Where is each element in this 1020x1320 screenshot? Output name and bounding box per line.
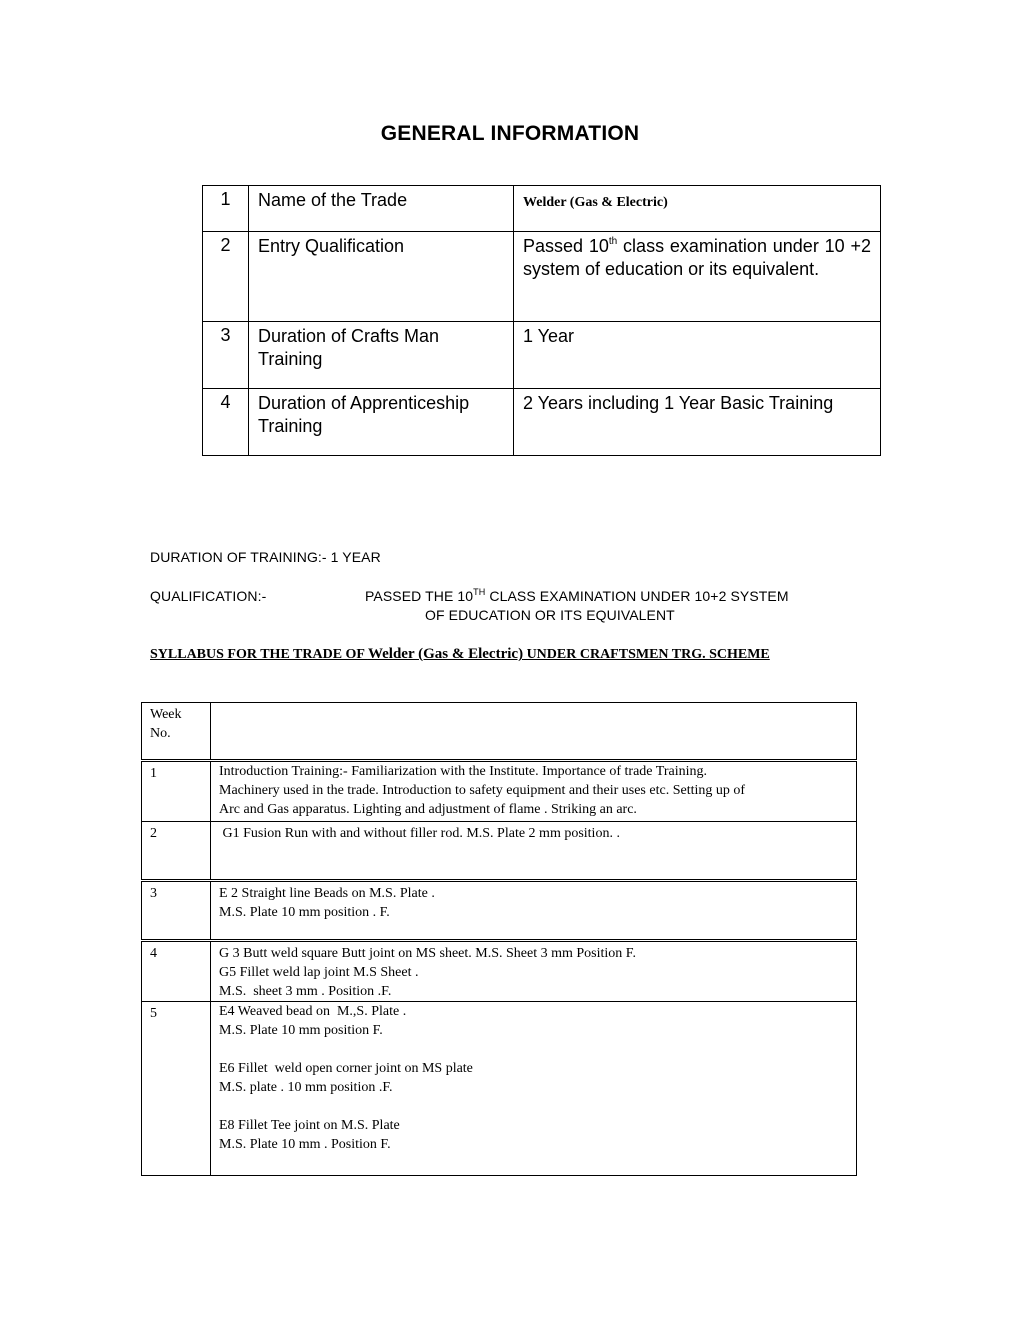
content-line: Introduction Training:- Familiarization with the Institute. Importance of trade Training. — [219, 764, 707, 779]
week-number: 1 — [142, 761, 211, 822]
week-number: 2 — [142, 822, 211, 881]
syllabus-table — [141, 702, 857, 1176]
row-number: 3 — [203, 322, 249, 389]
row-number: 2 — [203, 232, 249, 322]
row-value — [514, 232, 881, 322]
content-line: E8 Fillet Tee joint on M.S. Plate — [219, 1118, 400, 1133]
week-header-line2: No. — [150, 726, 171, 741]
week-content — [211, 822, 857, 881]
week-header — [142, 703, 211, 761]
week-content — [211, 761, 857, 822]
content-line: G 3 Butt weld square Butt joint on MS sheet. M.S. Sheet 3 mm Position F. — [219, 946, 636, 961]
table-row — [203, 186, 881, 232]
qualification-text-pre: PASSED THE 10 — [365, 588, 474, 604]
content-line: M.S. plate . 10 mm position .F. — [219, 1080, 393, 1095]
table-row — [142, 941, 857, 1002]
content-line: E 2 Straight line Beads on M.S. Plate . — [219, 886, 435, 901]
qualification-sup: th — [608, 236, 618, 247]
content-line: G1 Fusion Run with and without filler rod. M.S. Plate 2 mm position. . — [219, 826, 620, 841]
week-number: 4 — [142, 941, 211, 1002]
row-label: Entry Qualification — [249, 232, 514, 322]
table-row — [142, 761, 857, 822]
syllabus-heading-post: UNDER CRAFTSMEN TRG. SCHEME — [523, 647, 770, 662]
week-number: 3 — [142, 881, 211, 941]
row-label: Duration of Crafts Man Training — [249, 322, 514, 389]
page-title: GENERAL INFORMATION — [380, 122, 640, 145]
qualification-text-sup: TH — [473, 587, 486, 597]
syllabus-heading-pre: SYLLABUS FOR THE TRADE OF — [150, 647, 368, 662]
row-label: Duration of Apprenticeship Training — [249, 389, 514, 456]
table-row — [142, 822, 857, 881]
content-line: Machinery used in the trade. Introduction to safety equipment and their uses etc. Setting up of — [219, 783, 746, 798]
qualification-label: QUALIFICATION:- — [150, 588, 267, 604]
week-number: 5 — [142, 1002, 211, 1176]
duration-of-training: DURATION OF TRAINING:- 1 YEAR — [150, 549, 381, 565]
week-content — [211, 881, 857, 941]
row-number: 1 — [203, 186, 249, 232]
syllabus-heading-trade: Welder (Gas & Electric) — [367, 646, 524, 662]
content-line: M.S. Plate 10 mm position F. — [219, 1023, 383, 1038]
line-gap — [219, 1097, 848, 1116]
qualification-text-post: CLASS EXAMINATION UNDER 10+2 SYSTEM — [485, 588, 789, 604]
line-gap — [219, 1040, 848, 1059]
content-line: E6 Fillet weld open corner joint on MS plate — [219, 1061, 473, 1076]
week-content — [211, 1002, 857, 1176]
content-line: M.S. Plate 10 mm . Position F. — [219, 1137, 391, 1152]
row-label: Name of the Trade — [249, 186, 514, 232]
qualification-post: class examination under 10 +2 system of education or its equivalent. — [523, 236, 872, 279]
qualification-text-line2: OF EDUCATION OR ITS EQUIVALENT — [425, 607, 675, 623]
qualification-text — [365, 588, 789, 604]
row-number: 4 — [203, 389, 249, 456]
content-line: M.S. Plate 10 mm position . F. — [219, 905, 390, 920]
general-info-table — [202, 185, 881, 456]
content-line: G5 Fillet weld lap joint M.S Sheet . — [219, 965, 419, 980]
table-header-row — [142, 703, 857, 761]
syllabus-heading — [150, 646, 870, 663]
row-value: 2 Years including 1 Year Basic Training — [514, 389, 881, 456]
row-value: 1 Year — [514, 322, 881, 389]
week-header-line1: Week — [150, 707, 182, 722]
table-row — [203, 232, 881, 322]
table-row — [203, 389, 881, 456]
row-value — [514, 186, 881, 232]
table-row — [203, 322, 881, 389]
table-row — [142, 881, 857, 941]
content-header — [211, 703, 857, 761]
content-line: M.S. sheet 3 mm . Position .F. — [219, 984, 392, 999]
table-row — [142, 1002, 857, 1176]
qualification-pre: Passed 10 — [523, 236, 609, 256]
trade-name-value: Welder (Gas & Electric) — [523, 195, 668, 210]
content-line: Arc and Gas apparatus. Lighting and adjustment of flame . Striking an arc. — [219, 802, 637, 817]
week-content — [211, 941, 857, 1002]
content-line: E4 Weaved bead on M.,S. Plate . — [219, 1004, 407, 1019]
